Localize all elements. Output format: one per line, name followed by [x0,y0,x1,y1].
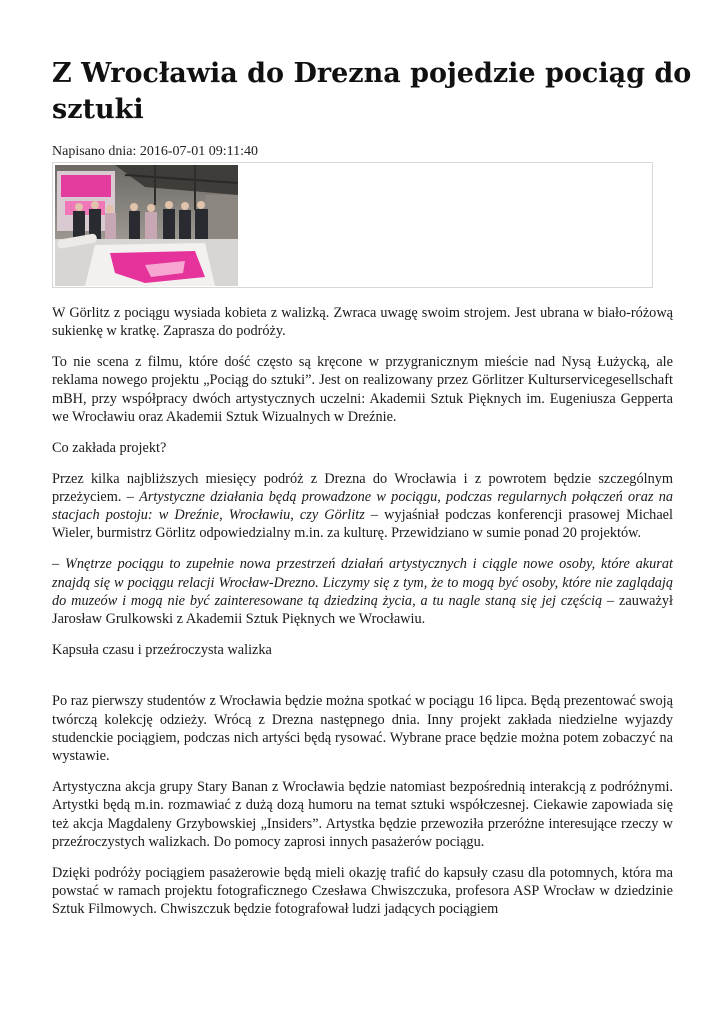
paragraph-students: Po raz pierwszy studentów z Wrocławia będzie można spotkać w pociągu 16 lipca. Będą prezentować swoją twórczą kolekcję odzieży. Wrócą z Drezna następnego dnia. Inny projekt zakłada niedzielne wyjazdy studenckie pociągiem, podczas nich artyści będą rysować. Wybrane prace będzie można potem zobaczyć na wystawie. [52,693,673,765]
paragraph-project-desc: To nie scena z filmu, które dość często są kręcone w przygranicznym mieście nad Nysą Łużycką, ale reklama nowego projektu „Pociąg do sztuki”. Jest on realizowany przez Görlitzer Kulturservicegesellschaft mBH, przy współpracy dwóch artystycznych uczelni: Akademii Sztuk Pięknych im. Eugeniusza Gepperta we Wrocławiu oraz Akademii Sztuk Wizualnych w Dreźnie. [52,354,673,425]
quote-outro-text: – wyjaśniał podczas konferencji prasowej Michael Wieler, burmistrz Görlitz odpowiedzialny m.in. za kulturę. Przewidziano w sumie ponad 20 projektów. [52,507,673,542]
paragraph-grulkowski-quote [52,555,673,628]
quote-italic-text: Artystyczne działania będą prowadzone w pociągu, podczas regularnych połączeń oraz na stacjach postoju: w Dreźnie, Wrocławiu, czy Görlitz [52,488,674,524]
quote-attribution: – zauważył Jarosław Grulkowski z Akademii Sztuk Pięknych we Wrocławiu. [52,592,673,628]
paragraph-intro: W Görlitz z pociągu wysiada kobieta z walizką. Zwraca uwagę swoim strojem. Jest ubrana w biało-różową sukienkę w kratkę. Zaprasza do podróży. [52,305,673,340]
quote-italic-text-2: – Wnętrze pociągu to zupełnie nowa przestrzeń działań artystycznych i ciągle nowe osoby, które akurat znajdą się w pociągu relacji Wrocław-Drezno. Liczymy się z tym, że to mogą być osoby, które nie zaglądają do muzeów i mogą nie być zainteresowane tą dziedziną życia, a tu nagle staną się jej częścią [52,556,673,609]
article-body [52,304,673,931]
quote-intro-text: Przez kilka najbliższych miesięcy podróż z Drezna do Wrocławia i z powrotem będzie szczególnym przeżyciem. – [52,470,673,505]
article-photo[interactable] [55,165,238,286]
paragraph-time-capsule: Dzięki podróży pociągiem pasażerowie będą mieli okazję trafić do kapsuły czasu dla potomnych, która ma powstać w ramach projektu fotograficznego Czesława Chwiszczuka, profesora ASP Wrocław w dziedzinie Sztuk Filmowych. Chwiszczuk będzie fotografował ludzi jadących pociągiem [52,864,673,918]
paragraph-stary-banan: Artystyczna akcja grupy Stary Banan z Wrocławia będzie natomiast bezpośrednią interakcją z podróżnymi. Artystki będą m.in. rozmawiać z dużą dozą humoru na temat sztuki współczesnej. Ciekawie zapowiada się też akcja Magdaleny Grzybowskiej „Insiders”. Artystka będzie przewoziła przeróżne interesujące rzeczy w przeźroczystych walizkach. Do pomocy zaprosi innych pasażerów pociągu. [52,778,673,850]
paragraph-wieler-quote [52,470,673,543]
publish-date: Napisano dnia: 2016-07-01 09:11:40 [52,144,258,159]
article-image-frame [52,162,653,288]
article-title: Z Wrocławia do Drezna pojedzie pociąg do sztuki [52,58,692,125]
photo-illustration [55,165,238,286]
paragraph-question: Co zakłada projekt? [52,439,167,456]
section-subtitle: Kapsuła czasu i przeźroczysta walizka [52,641,272,658]
